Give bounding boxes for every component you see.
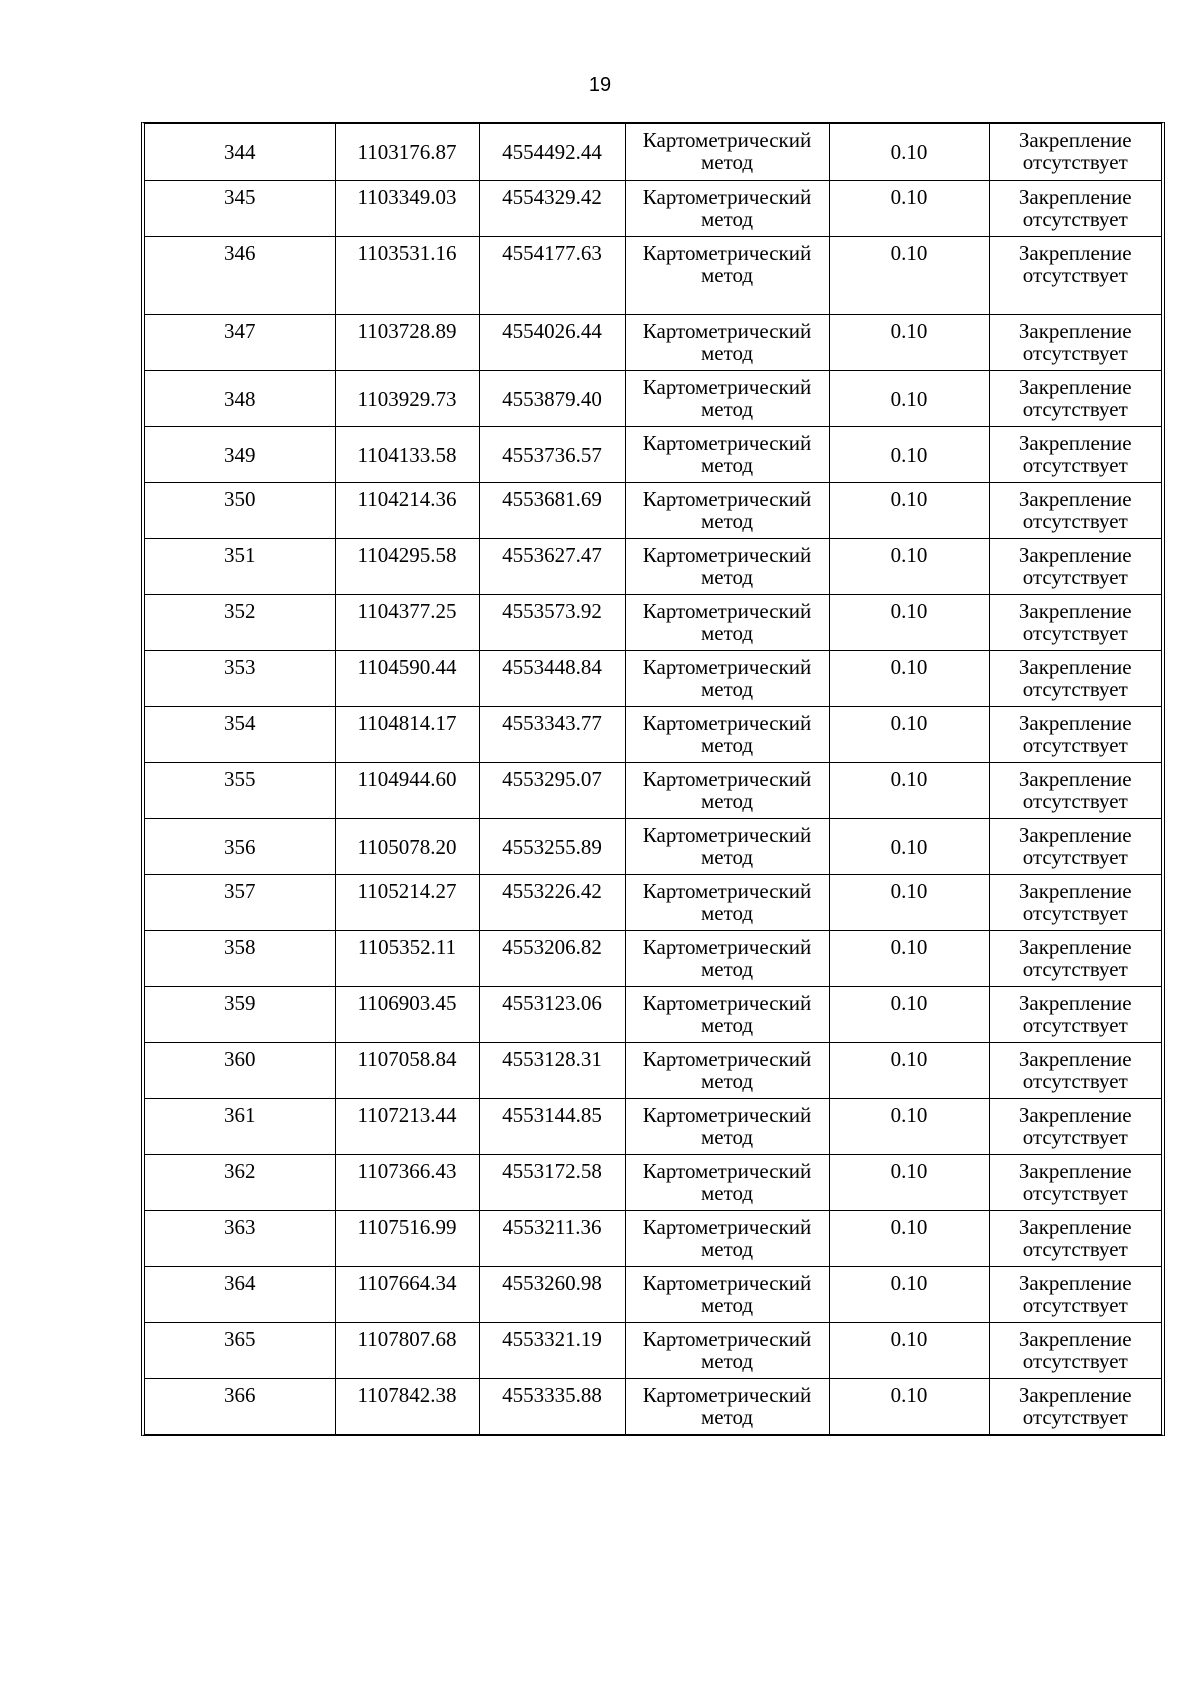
x-coordinate-cell: 1104295.58 bbox=[335, 538, 479, 594]
point-number-cell: 344 bbox=[145, 124, 335, 180]
accuracy-cell: 0.10 bbox=[829, 650, 989, 706]
fixation-cell: Закрепление отсутствует bbox=[989, 236, 1161, 314]
y-coordinate-cell: 4554329.42 bbox=[479, 180, 625, 236]
point-number-cell: 361 bbox=[145, 1098, 335, 1154]
y-coordinate-cell: 4553321.19 bbox=[479, 1322, 625, 1378]
accuracy-cell: 0.10 bbox=[829, 538, 989, 594]
x-coordinate-cell: 1104944.60 bbox=[335, 762, 479, 818]
point-number-cell: 356 bbox=[145, 818, 335, 874]
x-coordinate-cell: 1107516.99 bbox=[335, 1210, 479, 1266]
accuracy-cell: 0.10 bbox=[829, 482, 989, 538]
y-coordinate-cell: 4553255.89 bbox=[479, 818, 625, 874]
fixation-cell: Закрепление отсутствует bbox=[989, 1154, 1161, 1210]
method-cell: Картометрический метод bbox=[625, 124, 829, 180]
table-row bbox=[145, 986, 1161, 1042]
x-coordinate-cell: 1106903.45 bbox=[335, 986, 479, 1042]
y-coordinate-cell: 4553260.98 bbox=[479, 1266, 625, 1322]
table-row bbox=[145, 818, 1161, 874]
table-row bbox=[145, 650, 1161, 706]
point-number-cell: 347 bbox=[145, 314, 335, 370]
method-cell: Картометрический метод bbox=[625, 1266, 829, 1322]
y-coordinate-cell: 4554492.44 bbox=[479, 124, 625, 180]
accuracy-cell: 0.10 bbox=[829, 124, 989, 180]
accuracy-cell: 0.10 bbox=[829, 180, 989, 236]
point-number-cell: 366 bbox=[145, 1378, 335, 1434]
x-coordinate-cell: 1104590.44 bbox=[335, 650, 479, 706]
fixation-cell: Закрепление отсутствует bbox=[989, 1322, 1161, 1378]
x-coordinate-cell: 1107664.34 bbox=[335, 1266, 479, 1322]
fixation-cell: Закрепление отсутствует bbox=[989, 1266, 1161, 1322]
fixation-cell: Закрепление отсутствует bbox=[989, 538, 1161, 594]
table-row bbox=[145, 426, 1161, 482]
x-coordinate-cell: 1107842.38 bbox=[335, 1378, 479, 1434]
method-cell: Картометрический метод bbox=[625, 1210, 829, 1266]
y-coordinate-cell: 4553172.58 bbox=[479, 1154, 625, 1210]
x-coordinate-cell: 1104214.36 bbox=[335, 482, 479, 538]
y-coordinate-cell: 4553736.57 bbox=[479, 426, 625, 482]
fixation-cell: Закрепление отсутствует bbox=[989, 650, 1161, 706]
y-coordinate-cell: 4553128.31 bbox=[479, 1042, 625, 1098]
y-coordinate-cell: 4554177.63 bbox=[479, 236, 625, 314]
accuracy-cell: 0.10 bbox=[829, 1098, 989, 1154]
y-coordinate-cell: 4553206.82 bbox=[479, 930, 625, 986]
method-cell: Картометрический метод bbox=[625, 874, 829, 930]
method-cell: Картометрический метод bbox=[625, 818, 829, 874]
accuracy-cell: 0.10 bbox=[829, 370, 989, 426]
method-cell: Картометрический метод bbox=[625, 482, 829, 538]
table-row bbox=[145, 1210, 1161, 1266]
x-coordinate-cell: 1104814.17 bbox=[335, 706, 479, 762]
fixation-cell: Закрепление отсутствует bbox=[989, 930, 1161, 986]
method-cell: Картометрический метод bbox=[625, 1154, 829, 1210]
method-cell: Картометрический метод bbox=[625, 930, 829, 986]
x-coordinate-cell: 1103176.87 bbox=[335, 124, 479, 180]
point-number-cell: 353 bbox=[145, 650, 335, 706]
method-cell: Картометрический метод bbox=[625, 1042, 829, 1098]
table-row bbox=[145, 1378, 1161, 1434]
table-row bbox=[145, 762, 1161, 818]
point-number-cell: 354 bbox=[145, 706, 335, 762]
accuracy-cell: 0.10 bbox=[829, 930, 989, 986]
x-coordinate-cell: 1105078.20 bbox=[335, 818, 479, 874]
x-coordinate-cell: 1103349.03 bbox=[335, 180, 479, 236]
method-cell: Картометрический метод bbox=[625, 370, 829, 426]
x-coordinate-cell: 1105352.11 bbox=[335, 930, 479, 986]
table-row bbox=[145, 1154, 1161, 1210]
coordinates-table bbox=[141, 122, 1165, 1436]
point-number-cell: 345 bbox=[145, 180, 335, 236]
accuracy-cell: 0.10 bbox=[829, 1154, 989, 1210]
y-coordinate-cell: 4554026.44 bbox=[479, 314, 625, 370]
table-row bbox=[145, 482, 1161, 538]
table-row bbox=[145, 1042, 1161, 1098]
x-coordinate-cell: 1104133.58 bbox=[335, 426, 479, 482]
method-cell: Картометрический метод bbox=[625, 650, 829, 706]
method-cell: Картометрический метод bbox=[625, 594, 829, 650]
y-coordinate-cell: 4553681.69 bbox=[479, 482, 625, 538]
y-coordinate-cell: 4553448.84 bbox=[479, 650, 625, 706]
point-number-cell: 362 bbox=[145, 1154, 335, 1210]
method-cell: Картометрический метод bbox=[625, 1378, 829, 1434]
accuracy-cell: 0.10 bbox=[829, 594, 989, 650]
point-number-cell: 349 bbox=[145, 426, 335, 482]
table-row bbox=[145, 124, 1161, 180]
method-cell: Картометрический метод bbox=[625, 1098, 829, 1154]
method-cell: Картометрический метод bbox=[625, 762, 829, 818]
table-row bbox=[145, 1322, 1161, 1378]
accuracy-cell: 0.10 bbox=[829, 236, 989, 314]
accuracy-cell: 0.10 bbox=[829, 314, 989, 370]
table-row bbox=[145, 594, 1161, 650]
table-row bbox=[145, 706, 1161, 762]
table-row bbox=[145, 314, 1161, 370]
point-number-cell: 365 bbox=[145, 1322, 335, 1378]
x-coordinate-cell: 1103929.73 bbox=[335, 370, 479, 426]
accuracy-cell: 0.10 bbox=[829, 986, 989, 1042]
fixation-cell: Закрепление отсутствует bbox=[989, 124, 1161, 180]
fixation-cell: Закрепление отсутствует bbox=[989, 818, 1161, 874]
accuracy-cell: 0.10 bbox=[829, 426, 989, 482]
y-coordinate-cell: 4553627.47 bbox=[479, 538, 625, 594]
fixation-cell: Закрепление отсутствует bbox=[989, 482, 1161, 538]
accuracy-cell: 0.10 bbox=[829, 1042, 989, 1098]
y-coordinate-cell: 4553573.92 bbox=[479, 594, 625, 650]
fixation-cell: Закрепление отсутствует bbox=[989, 314, 1161, 370]
accuracy-cell: 0.10 bbox=[829, 706, 989, 762]
point-number-cell: 358 bbox=[145, 930, 335, 986]
fixation-cell: Закрепление отсутствует bbox=[989, 986, 1161, 1042]
x-coordinate-cell: 1107213.44 bbox=[335, 1098, 479, 1154]
point-number-cell: 350 bbox=[145, 482, 335, 538]
y-coordinate-cell: 4553295.07 bbox=[479, 762, 625, 818]
y-coordinate-cell: 4553144.85 bbox=[479, 1098, 625, 1154]
method-cell: Картометрический метод bbox=[625, 986, 829, 1042]
point-number-cell: 363 bbox=[145, 1210, 335, 1266]
table-row bbox=[145, 180, 1161, 236]
table-row bbox=[145, 1266, 1161, 1322]
fixation-cell: Закрепление отсутствует bbox=[989, 594, 1161, 650]
point-number-cell: 346 bbox=[145, 236, 335, 314]
point-number-cell: 351 bbox=[145, 538, 335, 594]
x-coordinate-cell: 1107807.68 bbox=[335, 1322, 479, 1378]
x-coordinate-cell: 1103728.89 bbox=[335, 314, 479, 370]
point-number-cell: 359 bbox=[145, 986, 335, 1042]
x-coordinate-cell: 1107058.84 bbox=[335, 1042, 479, 1098]
fixation-cell: Закрепление отсутствует bbox=[989, 1042, 1161, 1098]
point-number-cell: 364 bbox=[145, 1266, 335, 1322]
fixation-cell: Закрепление отсутствует bbox=[989, 180, 1161, 236]
table-row bbox=[145, 236, 1161, 314]
point-number-cell: 352 bbox=[145, 594, 335, 650]
accuracy-cell: 0.10 bbox=[829, 1378, 989, 1434]
y-coordinate-cell: 4553211.36 bbox=[479, 1210, 625, 1266]
point-number-cell: 348 bbox=[145, 370, 335, 426]
table-row bbox=[145, 1098, 1161, 1154]
table-row bbox=[145, 930, 1161, 986]
fixation-cell: Закрепление отсутствует bbox=[989, 1210, 1161, 1266]
table-body bbox=[145, 124, 1161, 1434]
accuracy-cell: 0.10 bbox=[829, 762, 989, 818]
y-coordinate-cell: 4553123.06 bbox=[479, 986, 625, 1042]
method-cell: Картометрический метод bbox=[625, 236, 829, 314]
y-coordinate-cell: 4553879.40 bbox=[479, 370, 625, 426]
fixation-cell: Закрепление отсутствует bbox=[989, 1378, 1161, 1434]
accuracy-cell: 0.10 bbox=[829, 1266, 989, 1322]
accuracy-cell: 0.10 bbox=[829, 1210, 989, 1266]
point-number-cell: 360 bbox=[145, 1042, 335, 1098]
method-cell: Картометрический метод bbox=[625, 538, 829, 594]
accuracy-cell: 0.10 bbox=[829, 1322, 989, 1378]
table-row bbox=[145, 538, 1161, 594]
fixation-cell: Закрепление отсутствует bbox=[989, 1098, 1161, 1154]
y-coordinate-cell: 4553343.77 bbox=[479, 706, 625, 762]
method-cell: Картометрический метод bbox=[625, 1322, 829, 1378]
x-coordinate-cell: 1104377.25 bbox=[335, 594, 479, 650]
table-row bbox=[145, 370, 1161, 426]
method-cell: Картометрический метод bbox=[625, 314, 829, 370]
y-coordinate-cell: 4553226.42 bbox=[479, 874, 625, 930]
y-coordinate-cell: 4553335.88 bbox=[479, 1378, 625, 1434]
fixation-cell: Закрепление отсутствует bbox=[989, 426, 1161, 482]
page-number: 19 bbox=[588, 74, 612, 96]
fixation-cell: Закрепление отсутствует bbox=[989, 706, 1161, 762]
method-cell: Картометрический метод bbox=[625, 180, 829, 236]
x-coordinate-cell: 1107366.43 bbox=[335, 1154, 479, 1210]
method-cell: Картометрический метод bbox=[625, 426, 829, 482]
accuracy-cell: 0.10 bbox=[829, 874, 989, 930]
fixation-cell: Закрепление отсутствует bbox=[989, 370, 1161, 426]
fixation-cell: Закрепление отсутствует bbox=[989, 874, 1161, 930]
method-cell: Картометрический метод bbox=[625, 706, 829, 762]
point-number-cell: 355 bbox=[145, 762, 335, 818]
accuracy-cell: 0.10 bbox=[829, 818, 989, 874]
x-coordinate-cell: 1105214.27 bbox=[335, 874, 479, 930]
table-row bbox=[145, 874, 1161, 930]
x-coordinate-cell: 1103531.16 bbox=[335, 236, 479, 314]
point-number-cell: 357 bbox=[145, 874, 335, 930]
fixation-cell: Закрепление отсутствует bbox=[989, 762, 1161, 818]
